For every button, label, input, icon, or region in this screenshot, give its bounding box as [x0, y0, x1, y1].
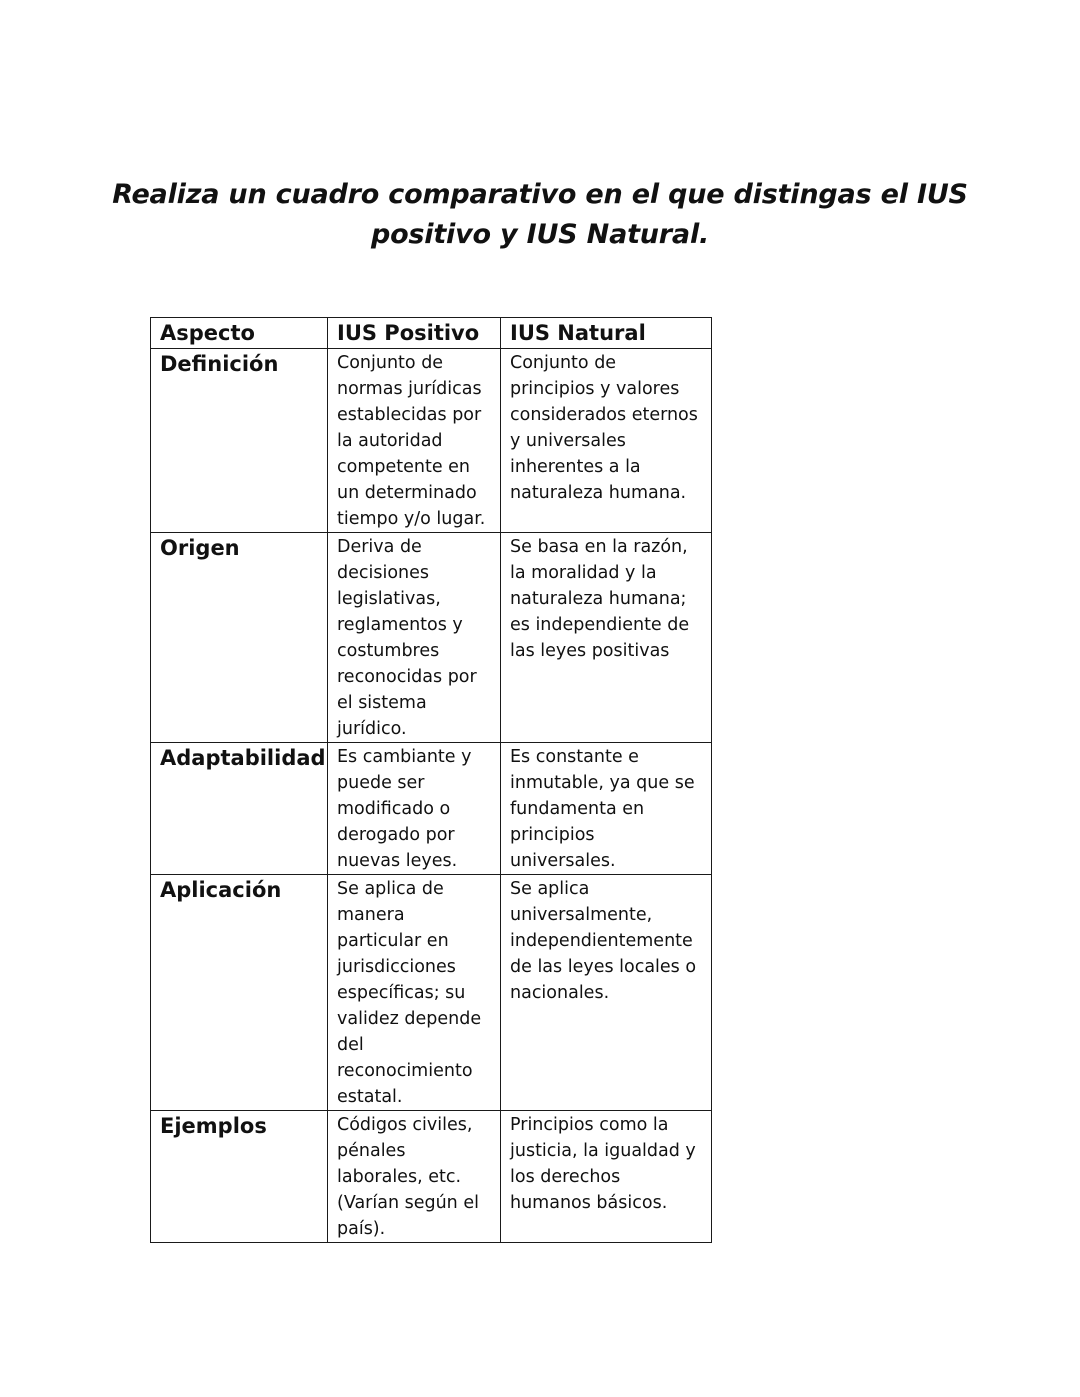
cell-natural-origen: Se basa en la razón, la moralidad y la naturaleza humana; es independiente de las leyes positivas [501, 533, 712, 743]
comparison-table [150, 317, 712, 1243]
header-ius-positivo: IUS Positivo [328, 318, 501, 349]
cell-positivo-origen: Deriva de decisiones legislativas, reglamentos y costumbres reconocidas por el sistema jurídico. [328, 533, 501, 743]
row-aspect-definicion: Definición [151, 349, 328, 533]
cell-natural-ejemplos: Principios como la justicia, la igualdad y los derechos humanos básicos. [501, 1111, 712, 1243]
cell-positivo-adaptabilidad: Es cambiante y puede ser modificado o derogado por nuevas leyes. [328, 743, 501, 875]
page-title [0, 175, 1080, 255]
header-aspecto: Aspecto [151, 318, 328, 349]
row-aspect-ejemplos: Ejemplos [151, 1111, 328, 1243]
cell-natural-definicion: Conjunto de principios y valores considerados eternos y universales inherentes a la naturaleza humana. [501, 349, 712, 533]
cell-positivo-ejemplos: Códigos civiles, pénales laborales, etc. (Varían según el país). [328, 1111, 501, 1243]
row-aspect-origen: Origen [151, 533, 328, 743]
cell-positivo-aplicacion: Se aplica de manera particular en jurisdicciones específicas; su validez depende del reconocimiento estatal. [328, 875, 501, 1111]
page-title-line-1: Realiza un cuadro comparativo en el que distingas el IUS [112, 179, 968, 210]
table-row [151, 875, 712, 1111]
table-row [151, 743, 712, 875]
header-ius-natural: IUS Natural [501, 318, 712, 349]
cell-natural-aplicacion: Se aplica universalmente, independientemente de las leyes locales o nacionales. [501, 875, 712, 1111]
page-title-line-2: positivo y IUS Natural. [370, 219, 710, 250]
table-row [151, 533, 712, 743]
cell-positivo-definicion: Conjunto de normas jurídicas establecidas por la autoridad competente en un determinado tiempo y/o lugar. [328, 349, 501, 533]
table-row [151, 349, 712, 533]
row-aspect-adaptabilidad: Adaptabilidad [151, 743, 328, 875]
cell-natural-adaptabilidad: Es constante e inmutable, ya que se fundamenta en principios universales. [501, 743, 712, 875]
row-aspect-aplicacion: Aplicación [151, 875, 328, 1111]
table-header-row [151, 318, 712, 349]
table-row [151, 1111, 712, 1243]
